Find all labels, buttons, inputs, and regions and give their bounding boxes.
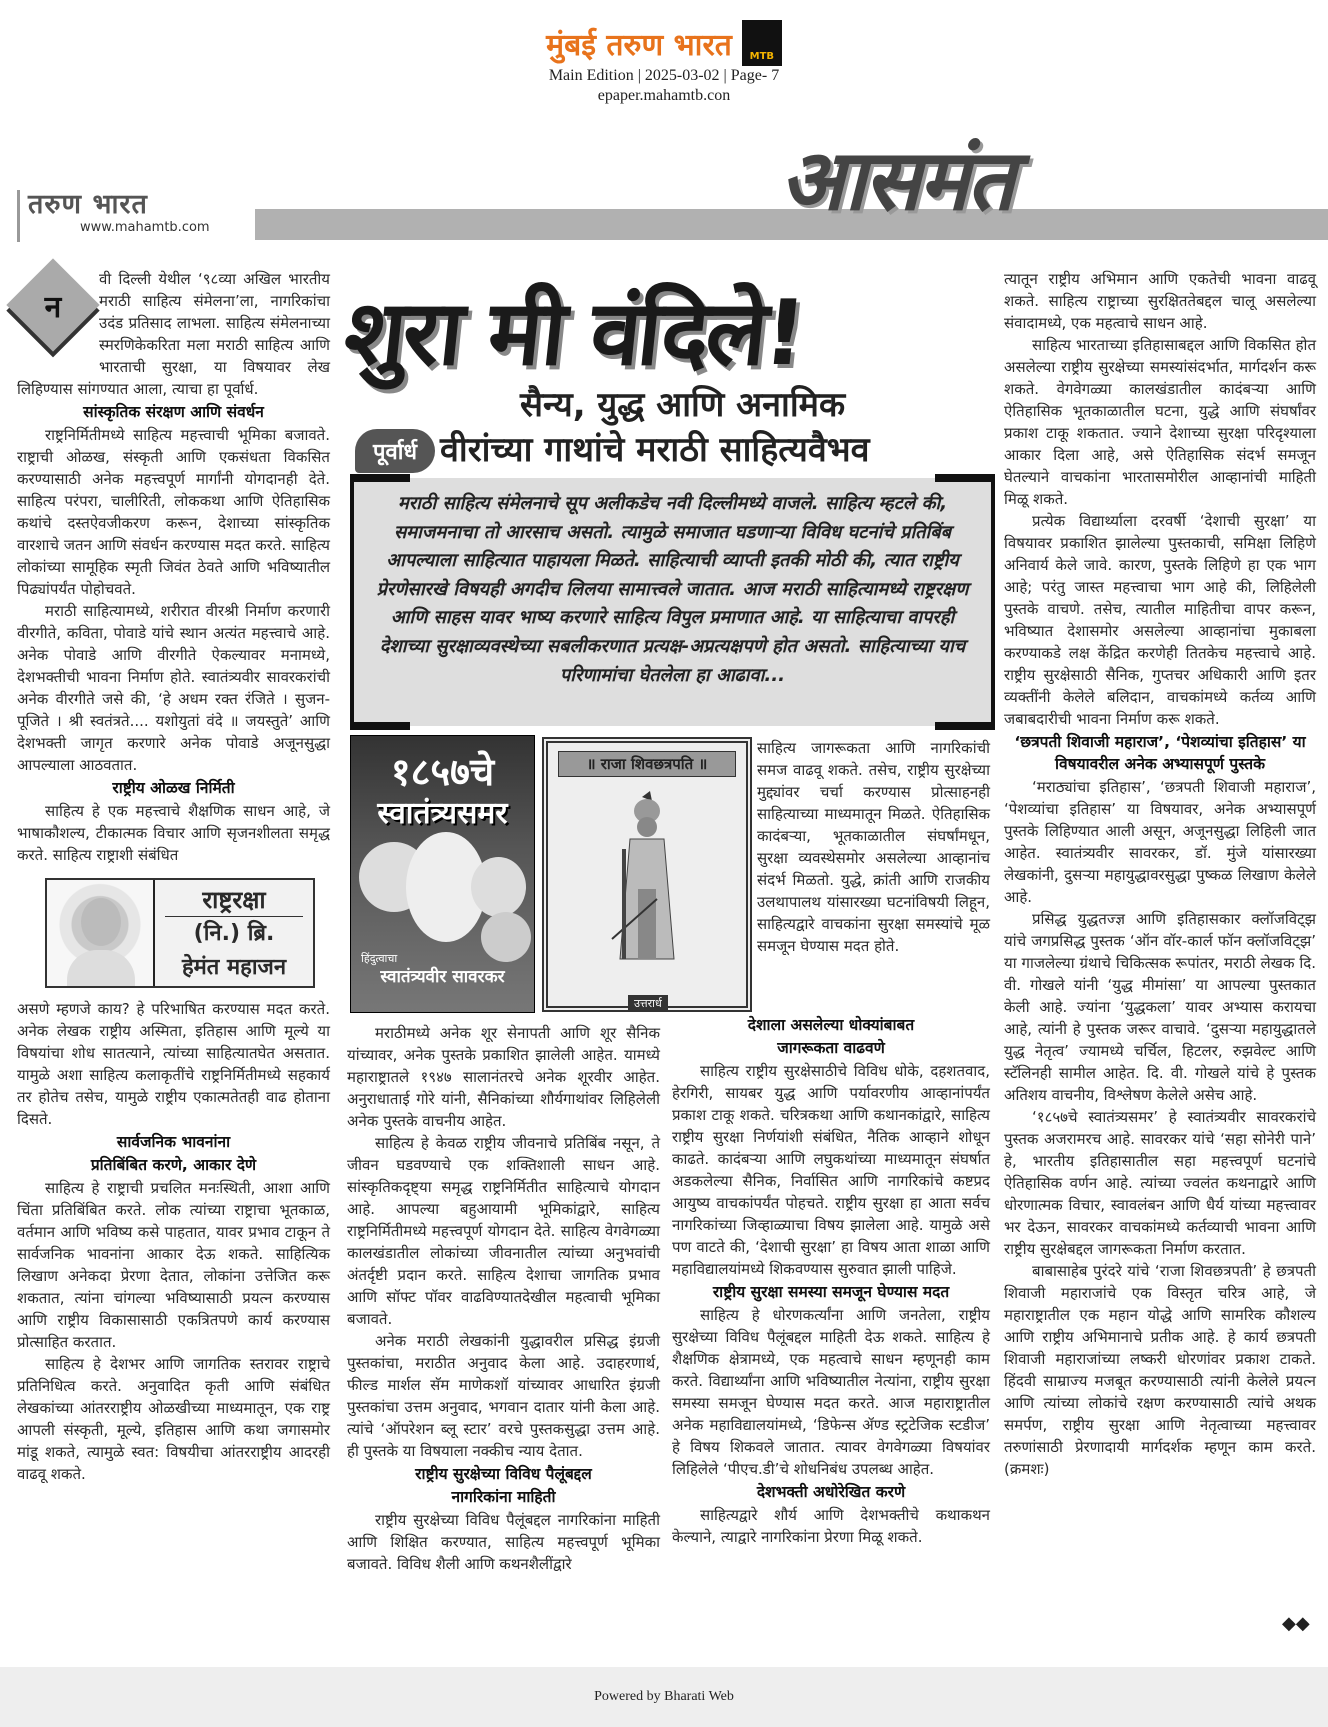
bracket-corner [935,722,995,730]
drop-cap-letter: न [44,289,62,325]
subheading: राष्ट्रीय सुरक्षेच्या विविध पैलूंबद्दल [415,1465,592,1483]
book-cover-1857 [350,735,535,1013]
paragraph: बाबासाहेब पुरंदरे यांचे ‘राजा शिवछत्रपती’ हे छत्रपती शिवाजी महाराजांचे एक विस्तृत चरित्र आहे, जे महाराष्ट्रातील एक महान योद्धे आणि सामरिक कौशल्य आणि राष्ट्रीय अभिमानाचे प्रतीक आहे. हे कार्य छत्रपती शिवाजी महाराजांच्या लष्करी धोरणांवर प्रकाश टाकते. हिंदवी साम्राज्य मजबूत करण्यासाठी त्यांनी केलेले प्रयत्न आणि त्यांच्या लोकांचे रक्षण करण्यासाठी त्यांचे अथक समर्पण, राष्ट्रीय सुरक्षा आणि नेतृत्वाच्या महत्त्वावर तरुणांसाठी प्रेरणादायी मार्गदर्शक म्हणून काम करते. (क्रमशः) [1004,1262,1316,1478]
cover2-banner: ॥ राजा शिवछत्रपति ॥ [558,751,736,777]
paragraph: प्रत्येक विद्यार्थ्याला दरवर्षी ‘देशाची सुरक्षा’ या विषयावर प्रकाशित झालेल्या पुस्तकाची, समिक्षा लिहिणे अनिवार्य केले जावे. कारण, पुस्तके लिहिणे हा एक भाग आहे; परंतु जास्त महत्त्वाचा भाग आहे की, लिहिलेली पुस्तके वाचणे. तसेच, त्यातील माहितीचा वापर करून, भविष्यात देशासमोर असलेल्या आव्हानांचा मुकाबला करण्याकडे लक्ष केंद्रित करणेही तितकेच महत्त्वाचे आहे. राष्ट्रीय सुरक्षेसाठी सैनिक, गुप्तचर अधिकारी आणि इतर व्यक्तींनी केलेले बलिदान, वाचकांमध्ये कर्तव्य आणि जबाबदारीची भावना निर्माण करू शकते. [1004,512,1316,728]
paragraph: ‘१८५७चे स्वातंत्र्यसमर’ हे स्वातंत्र्यवीर सावरकरांचे पुस्तक अजरामरच आहे. सावरकर यांचे ‘सहा सोनेरी पाने’ हे, भारतीय इतिहासातील सहा महत्त्वपूर्ण घटनांचे ऐतिहासिक वर्णन आहे. त्यांच्या ज्वलंत कथनाद्वारे आणि धोरणात्मक विचार, स्वावलंबन आणि धैर्य यांच्या महत्त्वावर भर देऊन, सावरकर वाचकांमध्ये कर्तव्याची भावना आणि राष्ट्रीय सुरक्षेबद्दल जागरूकता निर्माण करतात. [1004,1108,1316,1258]
paragraph: राष्ट्रीय सुरक्षेच्या विविध पैलूंबद्दल नागरिकांना माहिती आणि शिक्षित करण्यात, साहित्य महत्त्वपूर्ण भूमिका बजावते. विविध शैली आणि कथनशैलींद्वारे [347,1511,660,1573]
subheading: जागरूकता वाढवणे [777,1039,885,1057]
part-badge: पूर्वार्ध [355,429,435,473]
paragraph: साहित्य हे राष्ट्राची प्रचलित मनःस्थिती, आशा आणि चिंता प्रतिबिंबित करते. लोक त्यांच्या राष्ट्राचा भूतकाळ, वर्तमान आणि भविष्य कसे पाहतात, यावर प्रभाव टाकून ते सार्वजनिक भावनांना आकार देऊ शकते. साहित्यिक लिखाण अनेकदा प्रेरणा देतात, लोकांना उत्तेजित करू शकतात, त्यांना चांगल्या भविष्यासाठी प्रयत्न करण्यास आणि राष्ट्रीय विकासासाठी एकत्रितपणे कार्य करण्यास प्रोत्साहित करतात. [17,1179,330,1351]
paragraph: अनेक मराठी लेखकांनी युद्धावरील प्रसिद्ध इंग्रजी पुस्तकांचा, मराठीत अनुवाद केला आहे. उदाहरणार्थ, फील्ड मार्शल सॅम माणेकशॉ यांच्यावर आधारित इंग्रजी पुस्तकांचा उत्तम अनुवाद, भगवान दातार यांनी केला आहे. त्यांचे ‘ऑपरेशन ब्लू स्टार’ वरचे पुस्तकसुद्धा उत्तम आहे. ही पुस्तके या विषयाला नक्कीच न्याय देतात. [347,1332,660,1460]
column-3 [672,737,990,1548]
author-name: हेमंत महाजन [181,955,287,980]
subheading: देशभक्ती अधोरेखित करणे [756,1483,906,1501]
subheading: सार्वजनिक भावनांना [116,1133,231,1151]
paragraph: प्रसिद्ध युद्धतज्ज्ञ आणि इतिहासकार क्लॉजविट्झ यांचे जगप्रसिद्ध पुस्तक ‘ऑन वॉर-कार्ल फॉन क्लॉजविट्झ’ या गाजलेल्या ग्रंथाचे चिकित्सक रूपांतर, मराठी लेखक दि. वी. गोखले यांनी ‘युद्ध मीमांसा’ या आपल्या पुस्तकात केली आहे. ज्यांना ‘युद्धकला’ यावर अभ्यास करायचा आहे, त्यांनी हे पुस्तक जरूर वाचावे. ‘दुसऱ्या महायुद्धातले युद्ध नेतृत्व’ ज्यामध्ये चर्चिल, हिटलर, रुझवेल्ट आणि स्टॅलिनही सामील आहेत. दि. वी. गोखले यांचे हे पुस्तक अतिशय वाचनीय, विश्लेषण केलेले असेच आहे. [1004,910,1316,1104]
logo-text: मुंबई तरुण भारत [546,27,732,63]
footer [0,1667,1328,1727]
intro-box [350,478,995,726]
image-spacer [672,737,757,1013]
subheading: नागरिकांना माहिती [451,1488,556,1506]
column-4 [1004,268,1316,1480]
section-title: आसमंत [780,131,1013,229]
paragraph: साहित्य जागरूकता आणि नागरिकांची समज वाढवू शकते. तसेच, राष्ट्रीय सुरक्षेच्या मुद्द्यांवर चर्चा करण्यास प्रोत्साहनही साहित्याच्या माध्यमातून मिळते. ऐतिहासिक कादंबऱ्या, भूतकाळातील संघर्षांमधून, सुरक्षा व्यवस्थेसमोर असलेल्या आव्हानांच संदर्भ मिळतो. युद्धे, क्रांती आणि राजकीय उलथापालथ यांसारख्या घटनांविषयी लिहून, साहित्यद्वारे वाचकांना सुरक्षा समस्यांचे मूळ समजून घेण्यास मदत होते. [757,739,990,955]
powered-by[interactable]: Powered by Bharati Web [594,1689,734,1704]
subtitle-2: वीरांच्या गाथांचे मराठी साहित्यवैभव [440,430,870,470]
masthead [0,20,1328,106]
paragraph: साहित्य राष्ट्रीय सुरक्षेसाठीचे विविध धोके, दहशतवाद, हेरगिरी, सायबर युद्ध आणि पर्यावरणीय आव्हानांपर्यंत प्रकाश टाकू शकते. चरित्रकथा आणि कथानकांद्वारे, साहित्य राष्ट्रीय सुरक्षा निर्णयांशी संबंधित, नैतिक आव्हाने शोधून काढते. कादंबऱ्या आणि लघुकथांच्या माध्यमातून संघर्षात अडकलेल्या सैनिक, निर्वासित आणि नागरिकांचे कष्टप्रद आयुष्य वाचकांपर्यंत पोहचते. राष्ट्रीय सुरक्षा हा आता सर्वच नागरिकांच्या जिव्हाळ्याचा विषय झालेला आहे. यामुळे असे पण वाटते की, ‘देशाची सुरक्षा’ हा विषय आता शाळा आणि महाविद्यालयांमध्ये शिकवण्यास सुरुवात झाली पाहिजे. [672,1062,990,1278]
author-text [155,880,313,986]
cover1-author-small: हिंदुत्वाचा [361,952,398,965]
author-box [45,878,315,988]
paragraph: साहित्य हे देशभर आणि जागतिक स्तरावर राष्ट्राचे प्रतिनिधित्व करते. अनुवादित कृती आणि संबंधित लेखकांच्या आंतरराष्ट्रीय ओळखीच्या माध्यमातून, एक राष्ट्र आपली संस्कृती, मूल्ये, इतिहास आणि कथा जगासमोर मांडू शकते, त्यामुळे स्वत: विषयीचा आंतरराष्ट्रीय आदरही वाढवू शकते. [17,1355,330,1483]
subtitle-1: सैन्य, युद्ध आणि अनामिक [520,385,846,425]
edition-line: Main Edition | 2025-03-02 | Page- 7 [548,67,780,84]
newspaper-logo[interactable] [546,20,782,66]
paragraph: मराठी साहित्यामध्ये, शरीरात वीरश्री निर्माण करणारी वीरगीते, कविता, पोवाडे यांचे स्थान अत्यंत महत्त्वाचे आहे. अनेक पोवाडे आणि वीरगीते ऐकल्यावर मनामध्ये, देशभक्तीची भावना निर्माण होते. स्वातंत्र्यवीर सावरकरांची अनेक वीरगीते जसे की, ‘हे अधम रक्त रंजिते । सुजन-पूजिते । श्री स्वतंत्रते.... यशोयुतां वंदे ॥ जयस्तुते’ आणि देशभक्ती जागृत करणारे अनेक पोवाडे अजूनसुद्धा आपल्याला आठवतात. [17,602,330,774]
band-logo-text: तरुण भारत [28,189,148,220]
band-logo-url: www.mahamtb.com [80,220,210,235]
epaper-url[interactable]: epaper.mahamtb.con [597,87,731,104]
bracket-corner [350,722,410,730]
column-2 [347,1022,660,1575]
column-1 [17,268,330,1485]
cover2-label: उत्तरार्ध [628,995,668,1012]
mtb-badge-icon: MTB [742,20,782,66]
paragraph: साहित्यद्वारे शौर्य आणि देशभक्तीचे कथाकथन केल्याने, त्याद्वारे नागरिकांना प्रेरणा मिळू शकते. [672,1506,990,1546]
author-rank: (नि.) ब्रि. [193,921,275,946]
paragraph: ‘मराठ्यांचा इतिहास’, ‘छत्रपती शिवाजी महाराज’, ‘पेशव्यांचा इतिहास’ या विषयावर, अनेक अभ्यासपूर्ण पुस्तके लिहिण्यात आली असून, अजूनसुद्धा लिहिली जात आहेत. स्वातंत्र्यवीर सावरकर, डॉ. मुंजे यांसारख्या लेखकांनी, दुसऱ्या महायुद्धावरसुद्धा पुष्कळ लिखाण केलेले आहे. [1004,778,1316,906]
subheading: प्रतिबिंबित करणे, आकार देणे [90,1156,257,1174]
paragraph: साहित्य हे धोरणकर्त्यांना आणि जनतेला, राष्ट्रीय सुरक्षेच्या विविध पैलूंबद्दल माहिती देऊ शकते. साहित्य हे शैक्षणिक क्षेत्रामध्ये, एक महत्वाचे साधन म्हणूनही काम करते. विद्यार्थ्यांना आणि भविष्यातील नेत्यांना, राष्ट्रीय सुरक्षा समस्या समजून घेण्यास मदत करते. आज महाराष्ट्रातील अनेक महाविद्यालयांमध्ये, ‘डिफेन्स ॲण्ड स्ट्रटेजिक स्टडीज’ हे विषय शिकवले जातात. त्यावर वेगवेगळ्या विषयांवर लिहिलेले ‘पीएच.डी’चे शोधनिबंध उपलब्ध आहेत. [672,1306,990,1478]
band-logo [17,190,255,242]
paragraph: असणे म्हणजे काय? हे परिभाषित करण्यास मदत करते. अनेक लेखक राष्ट्रीय अस्मिता, इतिहास आणि मूल्ये या विषयांचा शोध सातत्याने, त्यांच्या साहित्यातघेत असतात. यामुळे अशा साहित्य कलाकृतींचे राष्ट्रनिर्मितीमध्ये सहकार्य तर होतेच तसेच, यामुळे राष्ट्रीय एकात्मतेतही वाढ होताना दिसते. [17,1000,330,1128]
paragraph: राष्ट्रनिर्मितीमध्ये साहित्य महत्त्वाची भूमिका बजावते. राष्ट्राची ओळख, संस्कृती आणि एकसंधता विकसित करण्यासाठी अनेक महत्त्वपूर्ण मार्गांनी योगदानही देते. साहित्य परंपरा, चालीरिती, लोककथा आणि ऐतिहासिक कथांचे दस्तऐवजीकरण करून, देशाच्या सांस्कृतिक वारशाचे जतन आणि संवर्धन करण्यास मदत करते. साहित्य लोकांच्या सामूहिक स्मृती जिवंत ठेवते आणि भविष्यातील पिढ्यांपर्यंत पोहोचवते. [17,426,330,598]
subheading: देशाला असलेल्या धोक्यांबाबत [747,1016,915,1034]
author-photo [47,880,155,986]
paragraph: साहित्य भारताच्या इतिहासाबद्दल आणि विकसित होत असलेल्या राष्ट्रीय सुरक्षेच्या समस्यांसंदर्भात, मार्गदर्शन करू शकते. वेगवेगळ्या कालखंडातील कादंबऱ्या आणि ऐतिहासिक भूतकाळातील घटना, युद्धे आणि संघर्षांवर प्रकाश टाकू शकतात. ज्याने देशाच्या सुरक्षा परिदृश्याला आकार दिला आहे, असे ऐतिहासिक संदर्भ समजून घेतल्याने वाचकांना भारतासमोरील आव्हानांची माहिती मिळू शकते. [1004,336,1316,508]
drop-cap-spacer [17,268,99,358]
subheading: ‘छत्रपती शिवाजी महाराज’, ‘पेशव्यांचा इतिहास’ या विषयावरील अनेक अभ्यासपूर्ण पुस्तके [1014,733,1306,773]
subheading: सांस्कृतिक संरक्षण आणि संवर्धन [83,403,264,421]
cover1-illustration [351,832,534,952]
paragraph: मराठीमध्ये अनेक शूर सेनापती आणि शूर सैनिक यांच्यावर, अनेक पुस्तके प्रकाशित झालेली आहेत. यामध्ये महाराष्ट्रातले १९४७ सालानंतरचे अनेक शूरवीर आहेत. अनुराधाताई गोरे यांनी, सैनिकांच्या शौर्यगाथांवर लिहिलेली अनेक पुस्तके वाचनीय आहेत. [347,1024,660,1130]
headline: शुरा मी वंदिले! [339,281,808,386]
cover1-title: स्वातंत्र्यसमर [377,796,508,831]
paragraph: त्यातून राष्ट्रीय अभिमान आणि एकतेची भावना वाढवू शकते. साहित्य राष्ट्राच्या सुरक्षिततेबद्दल चालू असलेल्या संवादामध्ये, एक महत्वाचे साधन आहे. [1004,270,1316,332]
paragraph: साहित्य हे एक महत्त्वाचे शैक्षणिक साधन आहे, जे भाषाकौशल्य, टीकात्मक विचार आणि सृजनशीलता समृद्ध करते. साहित्य राष्ट्राशी संबंधित [17,802,330,864]
cover1-year: १८५७चे [390,750,495,794]
subheading: राष्ट्रीय ओळख निर्मिती [112,779,235,797]
end-ornament-icon: ◆◆ [1282,1613,1310,1634]
subheading: राष्ट्रीय सुरक्षा समस्या समजून घेण्यास मदत [712,1283,950,1301]
intro-text: मराठी साहित्य संमेलनाचे सूप अलीकडेच नवी दिल्लीमध्ये वाजले. साहित्य म्हटले की, समाजमनाचा तो आरसाच असतो. त्यामुळे समाजात घडणाऱ्या विविध घटनांचे प्रतिबिंब आपल्याला साहित्यात पाहायला मिळते. साहित्याची व्याप्ती इतकी मोठी की, त्यात राष्ट्रीय प्रेरणेसारखे विषयही अगदीच लिलया सामात्त्वले जातात. आज मराठी साहित्यामध्ये राष्ट्ररक्षण आणि साहस यावर भाष्य करणारे साहित्य विपुल प्रमाणात आहे. या साहित्याचा वापरही देशाच्या सुरक्षाव्यवस्थेच्या सबलीकरणात प्रत्यक्ष-अप्रत्यक्षपणे होत असतो. साहित्याच्या याच परिणामांचा घेतलेला हा आढावा... [376,493,969,686]
paragraph: साहित्य हे केवळ राष्ट्रीय जीवनाचे प्रतिबिंब नसून, ते जीवन घडवण्याचे एक शक्तिशाली साधन आहे. सांस्कृतिकदृष्ट्या समृद्ध राष्ट्रनिर्मितीत साहित्याचे योगदान आहे. आपल्या बहुआयामी भूमिकांद्वारे, साहित्य राष्ट्रनिर्मितीमध्ये महत्त्वपूर्ण योगदान देते. साहित्य वेगवेगळ्या कालखंडातील लोकांच्या जीवनातील त्यांच्या अनुभवांची अंतर्दृष्टी प्रदान करते. साहित्य देशाचा जागतिक प्रभाव आणि सॉफ्ट पॉवर वाढविण्यातदेखील महत्वाची भूमिका बजावते. [347,1134,660,1328]
cover1-author: स्वातंत्र्यवीर सावरकर [380,967,505,987]
paragraph: वी दिल्ली येथील ‘९८व्या अखिल भारतीय मराठी साहित्य संमेलना’ला, नागरिकांचा उदंड प्रतिसाद लाभला. साहित्य संमेलनाच्या स्मरणिकेकरिता मला मराठी साहित्य आणि भारताची सुरक्षा, या विषयावर लेख लिहिण्यास सांगण्यात आला, त्याचा हा पूर्वार्ध. [17,270,330,398]
column-name: राष्ट्ररक्षा [165,884,303,917]
